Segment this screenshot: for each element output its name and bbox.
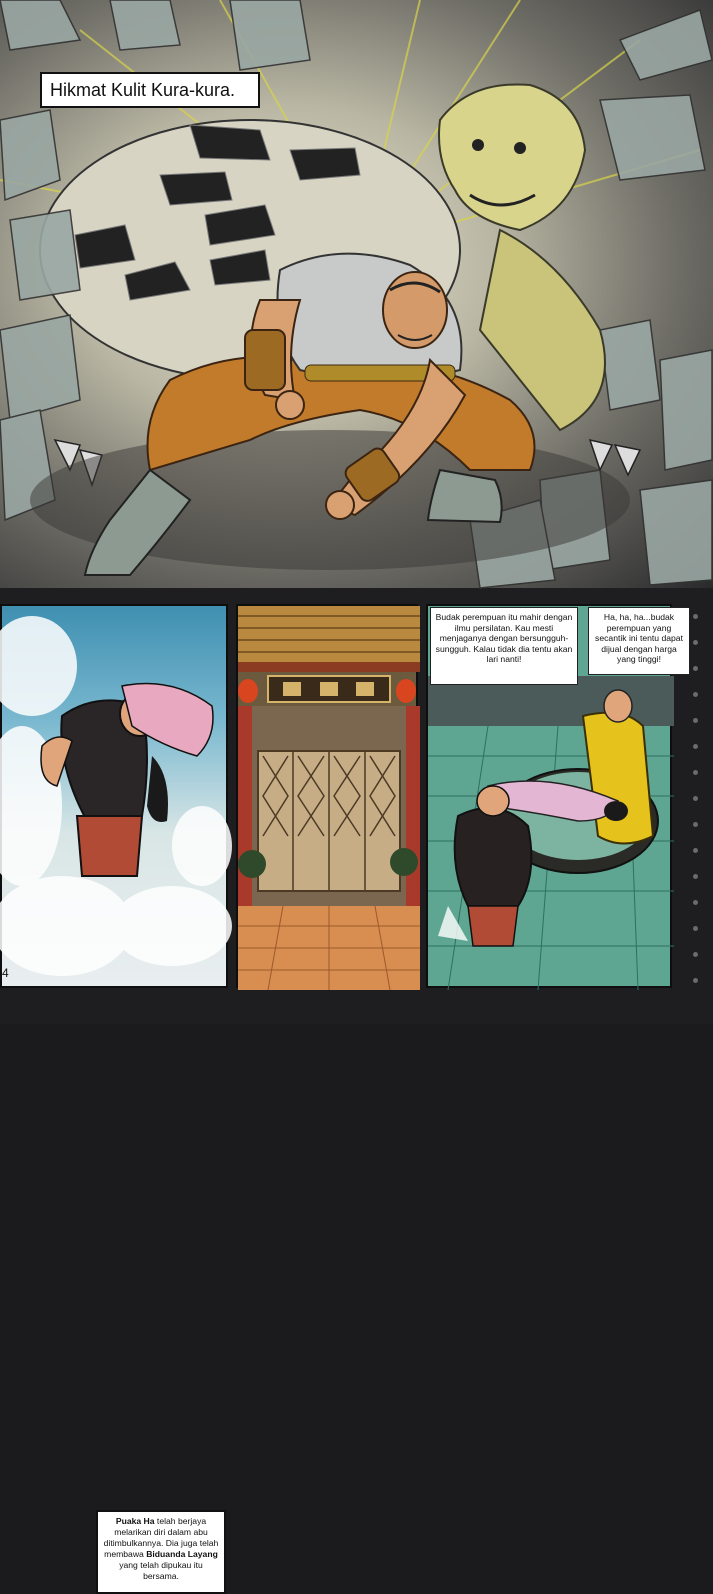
narration-text-1: telah berjaya melarikan diri dalam abu ditimbulkannya. Dia juga telah membawa	[103, 1516, 219, 1559]
binder-hole	[693, 770, 698, 775]
narration-name-1: Puaka Ha	[115, 1516, 155, 1526]
title-caption: Hikmat Kulit Kura-kura.	[40, 72, 260, 108]
binder-hole	[693, 614, 698, 619]
panel-building	[236, 604, 418, 988]
binder-hole	[693, 848, 698, 853]
panel-escape	[0, 604, 228, 1581]
binder-hole	[693, 666, 698, 671]
binder-hole	[693, 796, 698, 801]
page-number: 4	[2, 966, 9, 980]
narration-name-2: Biduanda Layang	[146, 1549, 218, 1559]
binder-hole	[693, 692, 698, 697]
building-artwork	[238, 606, 420, 990]
binder-hole	[693, 874, 698, 879]
binder-hole	[693, 822, 698, 827]
binder-hole	[693, 978, 698, 983]
narration-text-2: yang telah dipukau itu bersama.	[119, 1560, 203, 1581]
binder-hole	[693, 952, 698, 957]
binder-hole	[693, 926, 698, 931]
panel-interior	[426, 604, 683, 988]
binder-hole	[693, 718, 698, 723]
speech-bubble-warning: Budak perempuan itu mahir dengan ilmu persilatan. Kau mesti menjaganya dengan bersungguh-sungguh. Kalau tidak dia tentu akan lari nanti!	[430, 607, 578, 685]
binder-hole	[693, 900, 698, 905]
narration-caption	[96, 1510, 226, 1594]
binder-hole	[693, 744, 698, 749]
binder-holes	[689, 604, 705, 1004]
binder-hole	[693, 640, 698, 645]
speech-bubble-laugh: Ha, ha, ha...budak perempuan yang secantik ini tentu dapat dijual dengan harga yang tinggi!	[588, 607, 690, 675]
splash-panel	[0, 0, 713, 588]
escape-artwork	[2, 606, 230, 990]
